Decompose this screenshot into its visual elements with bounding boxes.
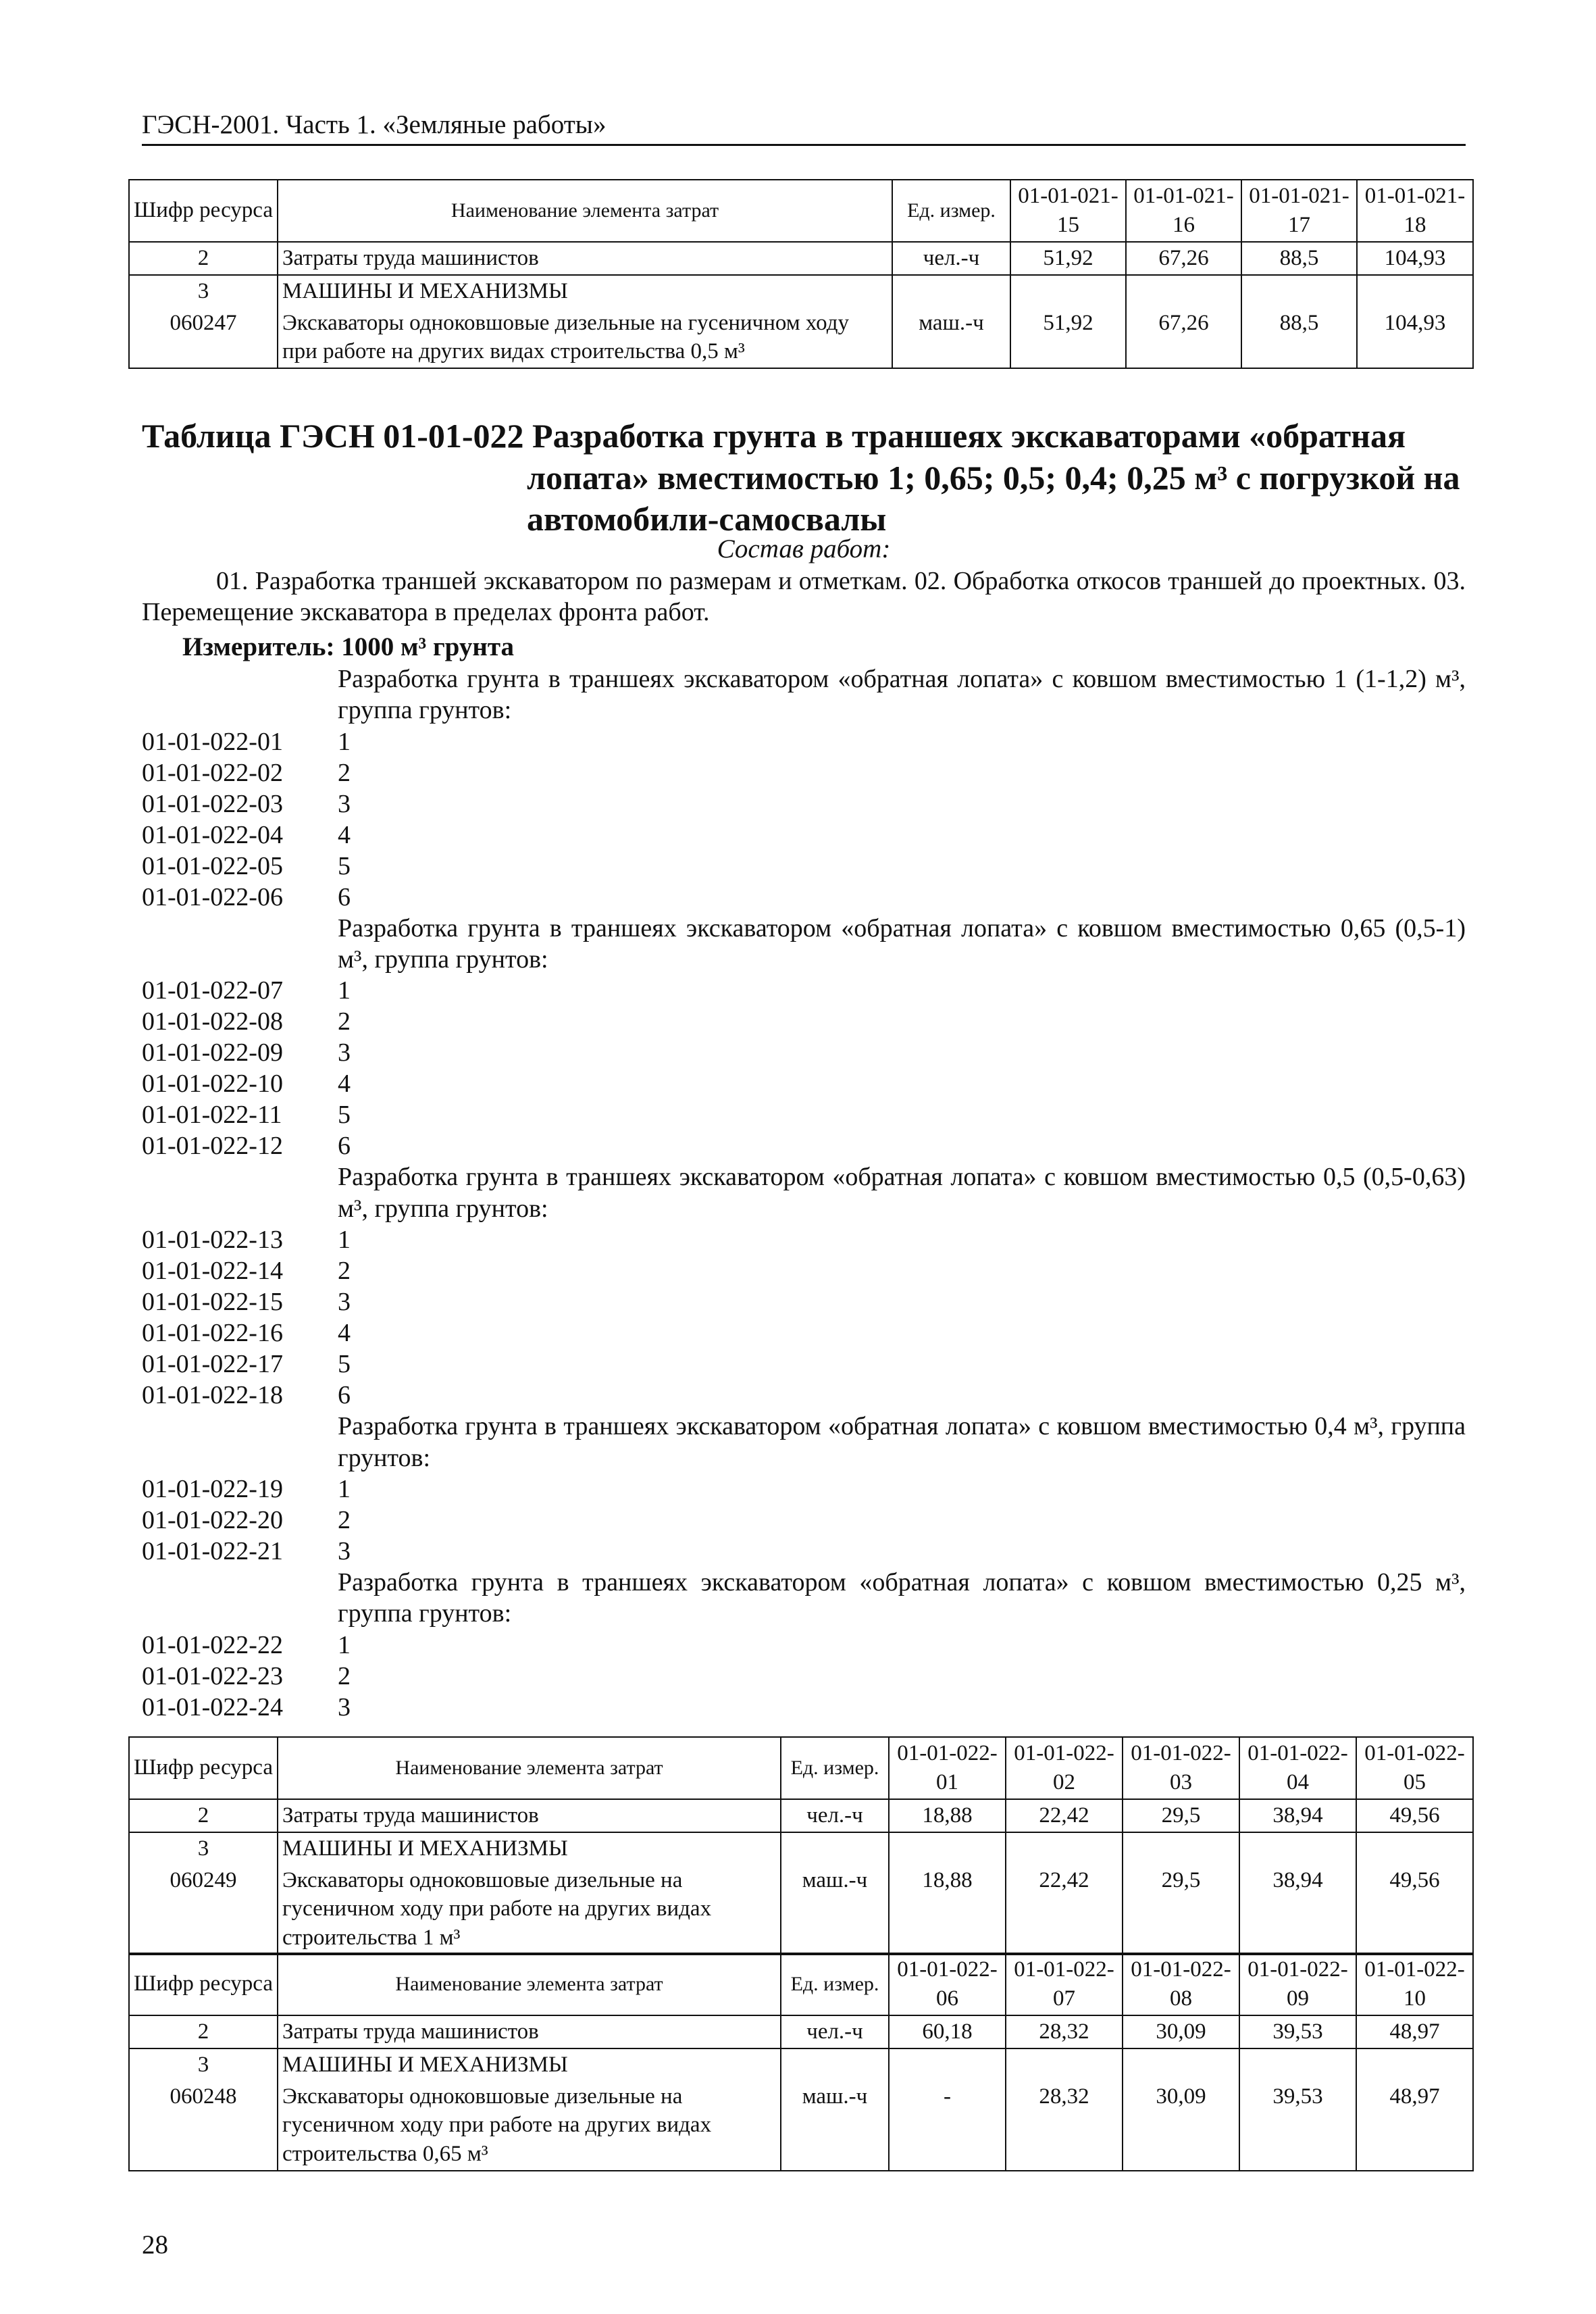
header-col: 01-01-022-06 — [889, 1953, 1006, 2015]
row-name: Затраты труда машинистов — [278, 1799, 781, 1832]
list-item — [142, 1505, 1466, 1536]
list-item — [142, 1130, 1466, 1161]
measure-unit: Измеритель: 1000 м³ грунта — [182, 632, 514, 661]
list-item — [142, 788, 1466, 820]
table-row — [129, 1865, 1473, 1955]
item-group: 5 — [338, 851, 351, 880]
item-code: 01-01-022-10 — [142, 1070, 283, 1099]
header-col: 01-01-021-18 — [1357, 180, 1473, 242]
item-group: 3 — [338, 789, 351, 818]
item-code: 01-01-022-11 — [142, 1101, 282, 1130]
item-group: 4 — [338, 1319, 351, 1348]
code-list — [142, 663, 1466, 1723]
item-code: 01-01-022-09 — [142, 1038, 283, 1067]
item-group: 1 — [338, 1226, 351, 1255]
table-row — [129, 1832, 1473, 1865]
item-code: 01-01-022-13 — [142, 1226, 283, 1255]
row-value: 30,09 — [1123, 2015, 1239, 2048]
header-col: 01-01-021-16 — [1126, 180, 1241, 242]
group-description: Разработка грунта в траншеях экскаватором «обратная лопата» с ковшом вместимостью 1 (1-1,2) м³, группа грунтов: — [338, 665, 1466, 725]
item-group: 2 — [338, 1505, 351, 1534]
row-value: 29,5 — [1123, 1799, 1239, 1832]
row-section-name: МАШИНЫ И МЕХАНИЗМЫ — [278, 1832, 781, 1865]
list-item — [142, 1255, 1466, 1286]
item-code: 01-01-022-12 — [142, 1132, 283, 1161]
row-code: 3 — [129, 1832, 278, 1865]
header-code: Шифр ресурса — [129, 1953, 278, 2015]
list-item — [142, 1474, 1466, 1505]
row-value: 28,32 — [1006, 2015, 1123, 2048]
list-item — [142, 1068, 1466, 1099]
row-value: 49,56 — [1356, 1799, 1473, 1832]
row-value: - — [889, 2081, 1006, 2171]
item-code: 01-01-022-08 — [142, 1007, 283, 1036]
list-item — [142, 1224, 1466, 1255]
item-group: 2 — [338, 1257, 351, 1286]
cost-table-2 — [128, 1953, 1474, 2171]
header-col: 01-01-022-08 — [1123, 1953, 1239, 2015]
item-group: 1 — [338, 727, 351, 756]
row-section-name: МАШИНЫ И МЕХАНИЗМЫ — [278, 2048, 781, 2081]
header-col: 01-01-022-09 — [1239, 1953, 1356, 2015]
row-unit: чел.-ч — [781, 1799, 889, 1832]
header-unit: Ед. измер. — [781, 1953, 889, 2015]
row-value: 51,92 — [1010, 307, 1126, 369]
header-col: 01-01-022-02 — [1006, 1737, 1123, 1799]
row-value: 49,56 — [1356, 1865, 1473, 1955]
list-item — [142, 1006, 1466, 1037]
row-value: 18,88 — [889, 1799, 1006, 1832]
item-code: 01-01-022-22 — [142, 1630, 283, 1659]
header-col: 01-01-022-05 — [1356, 1737, 1473, 1799]
row-value: 88,5 — [1241, 242, 1357, 275]
row-code: 3 — [129, 275, 278, 307]
row-code: 2 — [129, 2015, 278, 2048]
row-code: 3 — [129, 2048, 278, 2081]
header-col: 01-01-022-07 — [1006, 1953, 1123, 2015]
item-group: 2 — [338, 758, 351, 787]
row-value: 28,32 — [1006, 2081, 1123, 2171]
row-name: Экскаваторы одноковшовые дизельные на гусеничном ходу при работе на других видах строительства 0,5 м³ — [278, 307, 892, 369]
table-title-line: лопата» вместимостью 1; 0,65; 0,5; 0,4; 0,25 м³ с погрузкой на — [527, 458, 1460, 497]
item-code: 01-01-022-14 — [142, 1257, 283, 1286]
list-item — [142, 975, 1466, 1006]
row-value: 88,5 — [1241, 307, 1357, 369]
list-item — [142, 1692, 1466, 1723]
header-col: 01-01-022-01 — [889, 1737, 1006, 1799]
item-group: 3 — [338, 1536, 351, 1565]
item-code: 01-01-022-02 — [142, 758, 283, 787]
row-value: 38,94 — [1239, 1865, 1356, 1955]
page-header: ГЭСН-2001. Часть 1. «Земляные работы» — [142, 109, 1466, 146]
list-item — [142, 1380, 1466, 1411]
item-code: 01-01-022-05 — [142, 851, 283, 880]
table-title-line: Таблица ГЭСН 01-01-022 Разработка грунта в траншеях экскаваторами «обратная — [142, 417, 1406, 455]
composition-text: 01. Разработка траншей экскаватором по размерам и отметкам. 02. Обработка откосов траншей до проектных. 03. Перемещение экскаватора в пределах фронта работ. — [142, 567, 1466, 626]
header-unit: Ед. измер. — [781, 1737, 889, 1799]
row-name: Экскаваторы одноковшовые дизельные на гусеничном ходу при работе на других видах строительства 1 м³ — [278, 1865, 781, 1955]
item-group: 5 — [338, 1101, 351, 1130]
list-item — [142, 820, 1466, 851]
item-code: 01-01-022-20 — [142, 1505, 283, 1534]
row-value: 104,93 — [1357, 307, 1473, 369]
item-code: 01-01-022-21 — [142, 1536, 283, 1565]
list-item — [142, 1630, 1466, 1661]
item-group: 3 — [338, 1038, 351, 1067]
table-row — [129, 275, 1473, 307]
item-group: 6 — [338, 882, 351, 911]
header-name: Наименование элемента затрат — [278, 180, 892, 242]
list-item — [142, 1037, 1466, 1068]
row-value: 67,26 — [1126, 242, 1241, 275]
row-value: 48,97 — [1356, 2015, 1473, 2048]
item-code: 01-01-022-01 — [142, 727, 283, 756]
row-code: 060249 — [129, 1865, 278, 1955]
group-description: Разработка грунта в траншеях экскаватором «обратная лопата» с ковшом вместимостью 0,5 (0,5-0,63) м³, группа грунтов: — [338, 1163, 1466, 1223]
header-code: Шифр ресурса — [129, 180, 278, 242]
row-value: 48,97 — [1356, 2081, 1473, 2171]
row-unit: маш.-ч — [781, 2081, 889, 2171]
item-group: 2 — [338, 1661, 351, 1690]
page-number: 28 — [142, 2230, 168, 2259]
list-item — [142, 1349, 1466, 1380]
header-col: 01-01-021-15 — [1010, 180, 1126, 242]
list-item — [142, 1099, 1466, 1130]
row-value: 67,26 — [1126, 307, 1241, 369]
row-value: 39,53 — [1239, 2015, 1356, 2048]
item-code: 01-01-022-06 — [142, 882, 283, 911]
table-row — [129, 307, 1473, 369]
header-col: 01-01-021-17 — [1241, 180, 1357, 242]
header-code: Шифр ресурса — [129, 1737, 278, 1799]
row-value: 60,18 — [889, 2015, 1006, 2048]
item-group: 4 — [338, 1070, 351, 1099]
table-row — [129, 2081, 1473, 2171]
group-description: Разработка грунта в траншеях экскаватором «обратная лопата» с ковшом вместимостью 0,65 (0,5-1) м³, группа грунтов: — [338, 913, 1466, 974]
item-group: 3 — [338, 1692, 351, 1721]
item-code: 01-01-022-19 — [142, 1474, 283, 1503]
item-code: 01-01-022-07 — [142, 976, 283, 1005]
header-name: Наименование элемента затрат — [278, 1953, 781, 2015]
header-col: 01-01-022-04 — [1239, 1737, 1356, 1799]
list-item — [142, 882, 1466, 913]
composition-title: Состав работ: — [717, 534, 891, 563]
item-group: 2 — [338, 1007, 351, 1036]
list-item — [142, 1536, 1466, 1567]
row-value: 29,5 — [1123, 1865, 1239, 1955]
table-header-row — [129, 180, 1473, 242]
item-code: 01-01-022-24 — [142, 1692, 283, 1721]
table-row — [129, 2015, 1473, 2048]
row-name: Затраты труда машинистов — [278, 2015, 781, 2048]
item-group: 1 — [338, 1474, 351, 1503]
list-item — [142, 757, 1466, 788]
row-unit: чел.-ч — [781, 2015, 889, 2048]
row-code: 2 — [129, 242, 278, 275]
item-group: 6 — [338, 1132, 351, 1161]
row-value: 51,92 — [1010, 242, 1126, 275]
header-unit: Ед. измер. — [892, 180, 1010, 242]
table-row — [129, 2048, 1473, 2081]
item-group: 1 — [338, 1630, 351, 1659]
row-value: 22,42 — [1006, 1799, 1123, 1832]
row-code: 2 — [129, 1799, 278, 1832]
row-value: 39,53 — [1239, 2081, 1356, 2171]
item-group: 1 — [338, 976, 351, 1005]
item-group: 6 — [338, 1381, 351, 1410]
row-value: 104,93 — [1357, 242, 1473, 275]
item-group: 4 — [338, 820, 351, 849]
header-col: 01-01-022-10 — [1356, 1953, 1473, 2015]
item-code: 01-01-022-15 — [142, 1288, 283, 1317]
list-item — [142, 851, 1466, 882]
table-header-row — [129, 1953, 1473, 2015]
row-name: Экскаваторы одноковшовые дизельные на гусеничном ходу при работе на других видах строительства 0,65 м³ — [278, 2081, 781, 2171]
row-name: Затраты труда машинистов — [278, 242, 892, 275]
row-value: 18,88 — [889, 1865, 1006, 1955]
item-group: 3 — [338, 1288, 351, 1317]
table-header-row — [129, 1737, 1473, 1799]
item-code: 01-01-022-16 — [142, 1319, 283, 1348]
item-code: 01-01-022-03 — [142, 789, 283, 818]
table-title-line: автомобили-самосвалы — [527, 500, 887, 538]
row-value: 30,09 — [1123, 2081, 1239, 2171]
cost-table-1 — [128, 1736, 1474, 1955]
item-code: 01-01-022-23 — [142, 1661, 283, 1690]
header-name: Наименование элемента затрат — [278, 1737, 781, 1799]
list-item — [142, 1317, 1466, 1349]
item-code: 01-01-022-18 — [142, 1381, 283, 1410]
list-item — [142, 726, 1466, 757]
row-code: 060248 — [129, 2081, 278, 2171]
row-value: 22,42 — [1006, 1865, 1123, 1955]
row-unit: маш.-ч — [892, 307, 1010, 369]
list-item — [142, 1661, 1466, 1692]
table-row — [129, 242, 1473, 275]
item-code: 01-01-022-04 — [142, 820, 283, 849]
group-description: Разработка грунта в траншеях экскаватором «обратная лопата» с ковшом вместимостью 0,25 м³, группа грунтов: — [338, 1567, 1466, 1628]
item-group: 5 — [338, 1350, 351, 1379]
row-unit: чел.-ч — [892, 242, 1010, 275]
row-code: 060247 — [129, 307, 278, 369]
header-col: 01-01-022-03 — [1123, 1737, 1239, 1799]
group-description: Разработка грунта в траншеях экскаватором «обратная лопата» с ковшом вместимостью 0,4 м³, группа грунтов: — [338, 1412, 1466, 1472]
item-code: 01-01-022-17 — [142, 1350, 283, 1379]
row-unit: маш.-ч — [781, 1865, 889, 1955]
table-title — [142, 416, 1466, 540]
list-item — [142, 1286, 1466, 1317]
prev-cost-table — [128, 179, 1474, 369]
row-value: 38,94 — [1239, 1799, 1356, 1832]
table-row — [129, 1799, 1473, 1832]
row-section-name: МАШИНЫ И МЕХАНИЗМЫ — [278, 275, 892, 307]
